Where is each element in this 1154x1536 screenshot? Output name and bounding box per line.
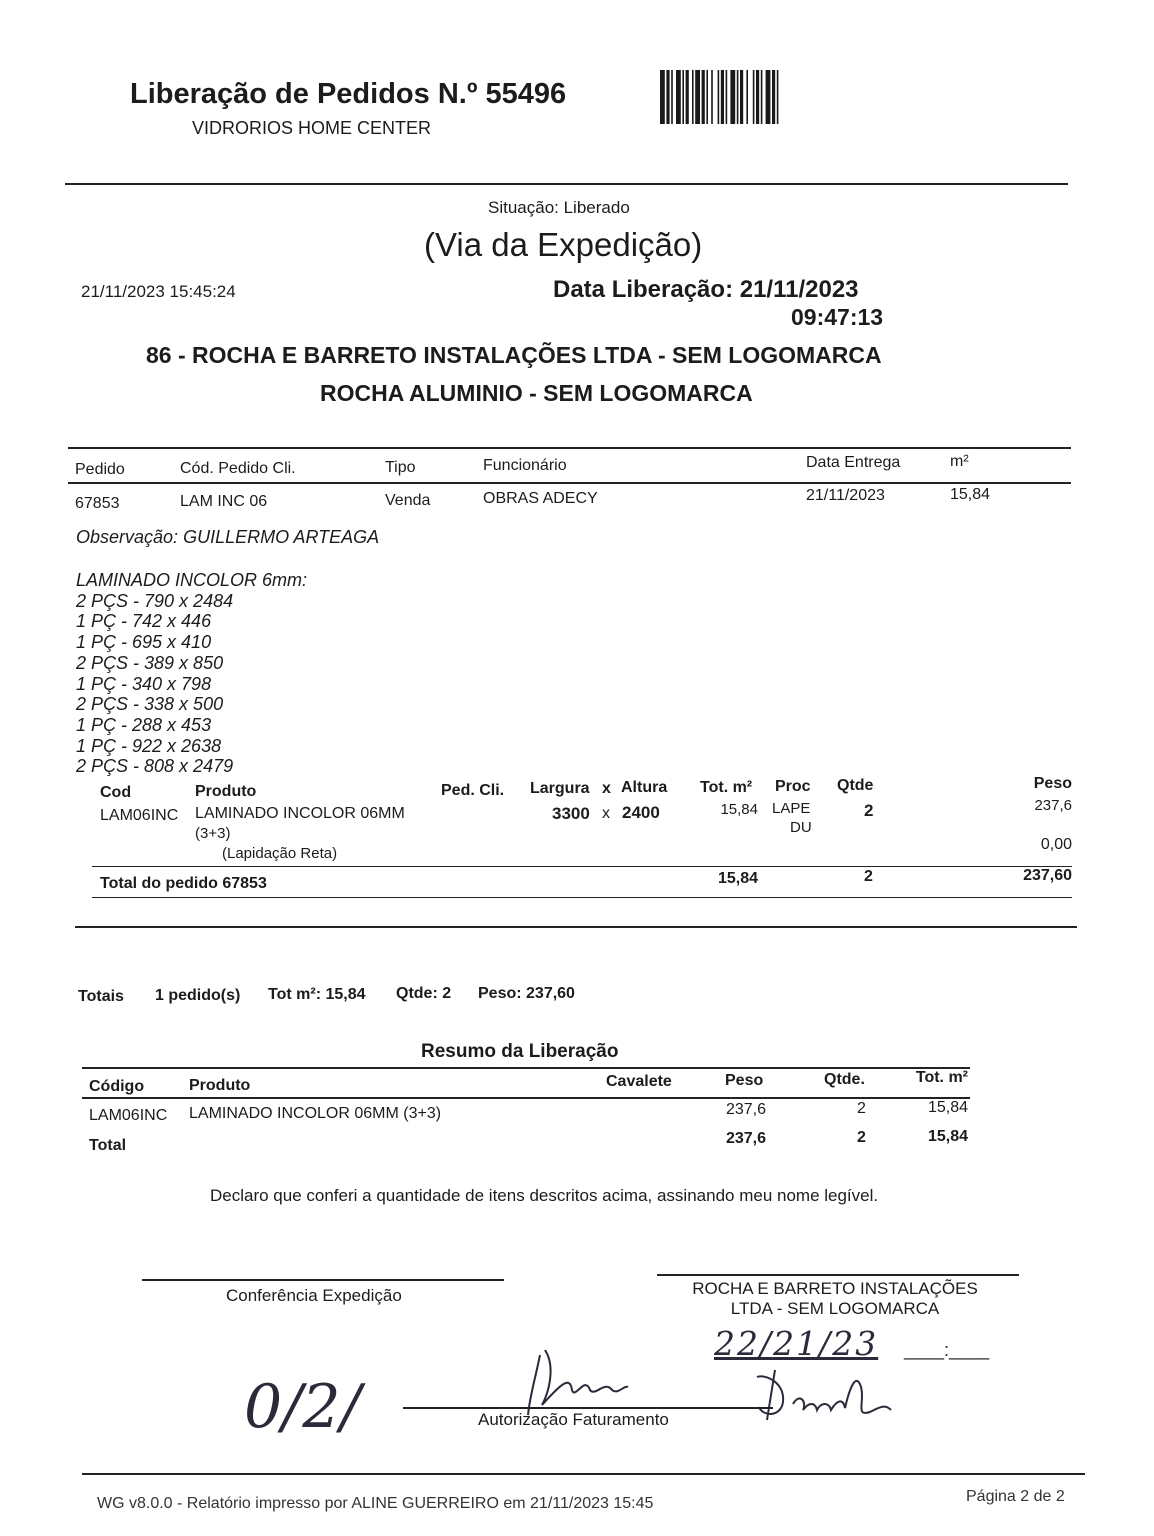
col-data-entrega: Data Entrega (806, 454, 901, 471)
order-total-peso: 237,60 (1023, 867, 1072, 884)
data-liberacao-time: 09:47:13 (791, 304, 884, 330)
resumo-col-codigo: Código (89, 1078, 145, 1095)
client-signature-name-2: LTDA - SEM LOGOMARCA (730, 1299, 940, 1318)
resumo-top-rule (82, 1067, 970, 1069)
observacao (76, 527, 379, 548)
situacao-text: Situação: Liberado (488, 198, 630, 217)
totals-pedidos: 1 pedido(s) (155, 987, 241, 1004)
data-liberacao-date: 21/11/2023 (739, 276, 859, 303)
cut-notes (76, 570, 307, 777)
handwritten-mark: 0/2/ (244, 1372, 361, 1442)
resumo-col-qtde: Qtde. (824, 1071, 865, 1088)
autorizacao-signature-line (403, 1407, 773, 1409)
data-liberacao-label: Data Liberação: (553, 276, 734, 303)
item-qtde: 2 (864, 801, 874, 820)
cut-note: 2 PÇS - 338 x 500 (76, 694, 224, 715)
item-tot-m2: 15,84 (720, 801, 758, 818)
items-col-altura: Altura (621, 779, 668, 796)
observacao-value: GUILLERMO ARTEAGA (183, 527, 380, 547)
observacao-label: Observação: (76, 527, 179, 547)
items-col-peso: Peso (1033, 775, 1072, 792)
item-process-peso: 0,00 (1040, 836, 1072, 853)
order-total-qtde: 2 (864, 868, 873, 885)
item-process-desc: (Lapidação Reta) (222, 845, 338, 862)
header-divider (65, 183, 1068, 185)
cut-note: 1 PÇ - 288 x 453 (76, 714, 212, 735)
cut-note: 1 PÇ - 340 x 798 (76, 673, 212, 694)
footer-page: Página 2 de 2 (966, 1488, 1065, 1505)
totals-m2: Tot m²: 15,84 (268, 986, 366, 1003)
items-col-tot-m2: Tot. m² (700, 779, 753, 796)
item-x: x (602, 805, 610, 822)
col-pedido: Pedido (75, 461, 125, 478)
totals-qtde: Qtde: 2 (396, 985, 452, 1002)
items-bottom-rule-1 (92, 897, 1072, 898)
item-cod: LAM06INC (100, 807, 179, 824)
totals-peso: Peso: 237,60 (478, 985, 575, 1002)
row-m2: 15,84 (950, 486, 991, 503)
order-table-header-rule (68, 482, 1071, 484)
resumo-row-peso: 237,6 (725, 1101, 766, 1118)
cut-note: 1 PÇ - 922 x 2638 (76, 735, 222, 756)
resumo-row-tot-m2: 15,84 (927, 1099, 968, 1116)
resumo-total-label: Total (89, 1137, 127, 1154)
items-col-ped-cli: Ped. Cli. (441, 782, 505, 799)
resumo-total-tot-m2: 15,84 (927, 1128, 968, 1145)
items-col-produto: Produto (195, 783, 257, 800)
resumo-row-codigo: LAM06INC (89, 1107, 168, 1124)
footer-rule (82, 1473, 1085, 1475)
cut-note: 2 PÇS - 808 x 2479 (76, 756, 234, 777)
resumo-row-qtde: 2 (857, 1100, 866, 1117)
resumo-title: Resumo da Liberação (421, 1041, 619, 1062)
cut-note: 1 PÇ - 742 x 446 (76, 611, 212, 632)
barcode-icon (660, 70, 838, 124)
resumo-header-rule (82, 1097, 970, 1099)
row-funcionario: OBRAS ADECY (483, 490, 598, 507)
client-signature-block (660, 1279, 1010, 1319)
item-peso: 237,6 (1034, 797, 1072, 814)
item-largura: 3300 (552, 804, 590, 823)
col-m2: m² (950, 453, 969, 470)
autorizacao-label: Autorização Faturamento (478, 1410, 669, 1429)
items-col-cod: Cod (100, 784, 132, 801)
resumo-row-produto: LAMINADO INCOLOR 06MM (3+3) (189, 1105, 442, 1122)
resumo-col-tot-m2: Tot. m² (915, 1069, 968, 1086)
order-total-m2: 15,84 (717, 870, 758, 887)
resumo-total-qtde: 2 (857, 1129, 866, 1146)
cut-note: 1 PÇ - 695 x 410 (76, 632, 212, 653)
resumo-total-peso: 237,6 (725, 1130, 766, 1147)
item-proc-sub: DU (790, 819, 812, 836)
totals-label: Totais (78, 988, 124, 1005)
col-tipo: Tipo (385, 459, 416, 476)
conferencia-label: Conferência Expedição (226, 1286, 402, 1305)
item-altura: 2400 (622, 803, 660, 822)
declaration-text: Declaro que conferi a quantidade de itens descritos acima, assinando meu nome legível. (210, 1186, 879, 1205)
row-pedido: 67853 (75, 495, 120, 512)
cut-note: 2 PÇS - 389 x 850 (76, 652, 224, 673)
client-signature-name: ROCHA E BARRETO INSTALAÇÕES (692, 1279, 978, 1298)
daniel-signature-icon (745, 1362, 895, 1432)
items-col-qtde: Qtde (837, 777, 874, 794)
items-total-rule (92, 866, 1072, 867)
conferencia-signature-line (142, 1279, 504, 1281)
item-produto: LAMINADO INCOLOR 06MM (195, 805, 405, 822)
client-subtitle: ROCHA ALUMINIO - SEM LOGOMARCA (320, 380, 753, 406)
items-col-largura: Largura (530, 780, 590, 797)
handwritten-date: 22/21/23 (714, 1324, 879, 1363)
resumo-col-produto: Produto (189, 1077, 251, 1094)
items-col-proc: Proc (775, 778, 811, 795)
item-produto-sub: (3+3) (195, 825, 231, 842)
col-cod-pedido-cli: Cód. Pedido Cli. (180, 460, 296, 477)
company-name: VIDRORIOS HOME CENTER (192, 118, 432, 138)
client-name: 86 - ROCHA E BARRETO INSTALAÇÕES LTDA - SEM LOGOMARCA (146, 342, 882, 368)
order-total-label: Total do pedido 67853 (100, 875, 267, 892)
resumo-col-peso: Peso (725, 1072, 764, 1089)
items-bottom-rule-2 (75, 926, 1077, 928)
time-blank: ____:____ (904, 1340, 990, 1360)
via-title: (Via da Expedição) (424, 226, 703, 263)
row-cod-pedido-cli: LAM INC 06 (180, 493, 268, 510)
client-signature-line (657, 1274, 1019, 1276)
row-data-entrega: 21/11/2023 (806, 487, 885, 504)
resumo-col-cavalete: Cavalete (606, 1073, 672, 1090)
item-proc: LAPE (772, 800, 811, 817)
cut-notes-title: LAMINADO INCOLOR 6mm: (76, 570, 308, 590)
order-table-top-rule (68, 447, 1071, 449)
data-liberacao (553, 276, 859, 304)
items-col-x: x (602, 780, 611, 797)
footer-report: WG v8.0.0 - Relatório impresso por ALINE GUERREIRO em 21/11/2023 15:45 (97, 1495, 654, 1512)
printed-at: 21/11/2023 15:45:24 (81, 282, 236, 301)
document-title: Liberação de Pedidos N.º 55496 (130, 78, 567, 110)
cut-note: 2 PÇS - 790 x 2484 (76, 590, 234, 611)
row-tipo: Venda (385, 492, 431, 509)
col-funcionario: Funcionário (483, 457, 567, 474)
